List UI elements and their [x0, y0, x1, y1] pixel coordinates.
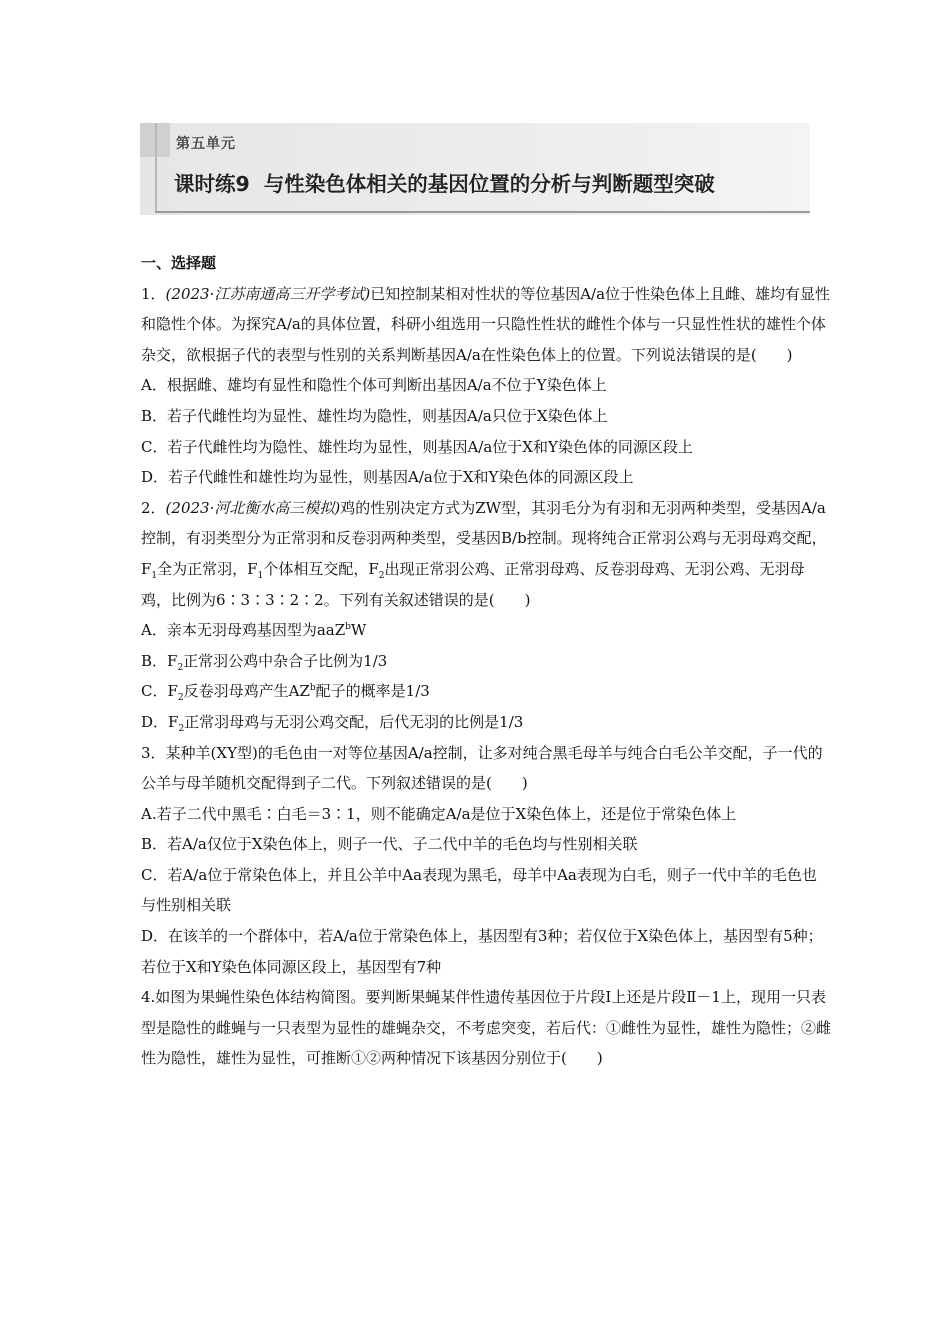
question-2-option-b: B．$F_2$正常羽公鸡中杂合子比例为1/3: [141, 651, 388, 673]
question-list: [141, 248, 831, 1074]
chapter-header: [140, 123, 810, 215]
question-4-stem: 4.如图为果蝇性染色体结构简图。要判断果蝇某伴性遗传基因位于片段Ⅰ上还是片段Ⅱ－1上，现用一只表型是隐性的雌蝇与一只表型为显性的雄蝇杂交，不考虑突变，若后代：①雌性为显性，雄性为隐性；②雌性为隐性，雄性为显性，可推断①②两种情况下该基因分别位于( ): [141, 988, 832, 1068]
question-2-source: (2023·河北衡水高三模拟): [165, 498, 341, 517]
lesson-title: [174, 167, 715, 197]
question-1-option-a: A．根据雌、雄均有显性和隐性个体可判断出基因A/a不位于Y染色体上: [141, 376, 607, 395]
header-vertical-rule: [155, 123, 157, 211]
lesson-topic: 与性染色体相关的基因位置的分析与判断题型突破: [263, 172, 715, 196]
lesson-number: 课时练9: [174, 172, 250, 196]
question-3-stem: 3．某种羊(XY型)的毛色由一对等位基因A/a控制，让多对纯合黑毛母羊与纯合白毛公羊交配，子一代的公羊与母羊随机交配得到子二代。下列叙述错误的是( ): [141, 743, 823, 793]
unit-label: 第五单元: [176, 136, 236, 152]
question-3-option-b: B．若A/a仅位于X染色体上，则子一代、子二代中羊的毛色均与性别相关联: [141, 835, 638, 854]
question-1-option-d: D．若子代雌性和雄性均为显性，则基因A/a位于X和Y染色体的同源区段上: [141, 468, 634, 487]
question-2-stem: 2．(2023·河北衡水高三模拟)鸡的性别决定方式为ZW型，其羽毛分为有羽和无羽两种类型，受基因A/a控制，有羽类型分为正常羽和反卷羽两种类型，受基因B/b控制。现将纯合正常羽公鸡与无羽母鸡交配，$F_1$全为正常羽，$F_1$个体相互交配，$F_2$出现正常羽公鸡、正常羽母鸡、反卷羽母鸡、无羽公鸡、无羽母鸡，比例为6∶3∶3∶2∶2。下列有关叙述错误的是( ): [141, 498, 827, 609]
question-1-source: (2023·江苏南通高三开学考试): [165, 284, 371, 303]
question-1-option-c: C．若子代雌性均为隐性、雄性均为显性，则基因A/a位于X和Y染色体的同源区段上: [141, 437, 693, 456]
question-2-option-d: D．$F_2$正常羽母鸡与无羽公鸡交配，后代无羽的比例是1/3: [141, 712, 524, 734]
question-3-option-c: C．若A/a位于常染色体上，并且公羊中Aa表现为黑毛，母羊中Aa表现为白毛，则子一代中羊的毛色也与性别相关联: [141, 865, 817, 915]
question-1-stem: 1．(2023·江苏南通高三开学考试)已知控制某相对性状的等位基因A/a位于性染色体上且雌、雄均有显性和隐性个体。为探究A/a的具体位置，科研小组选用一只隐性性状的雌性个体与一只显性性状的雄性个体杂交，欲根据子代的表型与性别的关系判断基因A/a在性染色体上的位置。下列说法错误的是( ): [141, 284, 831, 364]
question-3-option-a: A.若子二代中黑毛∶白毛＝3∶1，则不能确定A/a是位于X染色体上，还是位于常染色体上: [141, 804, 737, 823]
question-3-option-d: D．在该羊的一个群体中，若A/a位于常染色体上，基因型有3种；若仅位于X染色体上，基因型有5种；若位于X和Y染色体同源区段上，基因型有7种: [141, 927, 823, 976]
question-1-option-b: B．若子代雌性均为显性、雄性均为隐性，则基因A/a只位于X染色体上: [141, 406, 608, 425]
question-2-option-a: A．亲本无羽母鸡基因型为aaZ$^b$W: [141, 621, 367, 640]
header-horizontal-rule: [155, 211, 810, 213]
question-2-option-c: C．$F_2$反卷羽母鸡产生$AZ^b$配子的概率是1/3: [141, 682, 430, 704]
section-title: 一、选择题: [141, 254, 217, 272]
